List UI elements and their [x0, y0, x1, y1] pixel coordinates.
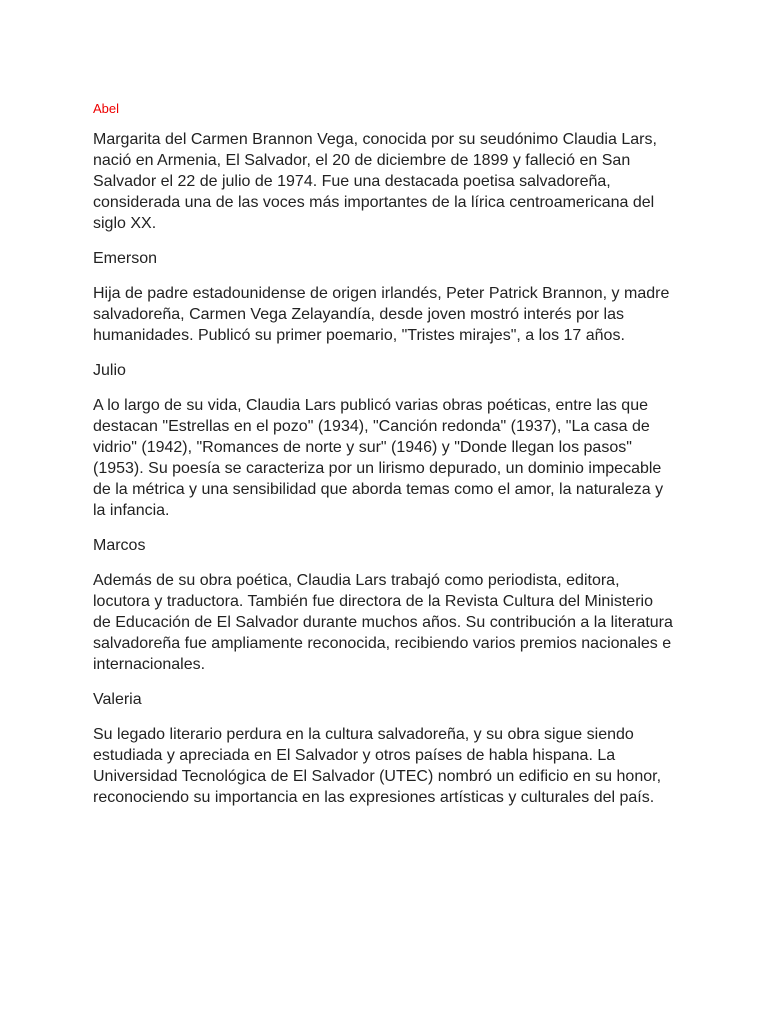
paragraph: Además de su obra poética, Claudia Lars trabajó como periodista, editora, locutora y traductora. También fue directora de la Revista Cultura del Ministerio de Educación de El Salvador durante muchos años. Su contribución a la literatura salvadoreña fue ampliamente reconocida, recibiendo varios premios nacionales e internacionales. — [93, 572, 673, 673]
speaker-name: Abel — [93, 101, 120, 116]
paragraph: Su legado literario perdura en la cultura salvadoreña, y su obra sigue siendo estudiada y apreciada en El Salvador y otros países de habla hispana. La Universidad Tecnológica de El Salvador (UTEC) nombró un edificio en su honor, reconociendo su importancia en las expresiones artísticas y culturales del país. — [93, 726, 662, 806]
paragraph: Hija de padre estadounidense de origen irlandés, Peter Patrick Brannon, y madre salvadoreña, Carmen Vega Zelayandía, desde joven mostró interés por las humanidades. Publicó su primer poemario, "Tristes mirajes", a los 17 años. — [93, 285, 670, 344]
speaker-name: Marcos — [93, 537, 146, 554]
paragraph: A lo largo de su vida, Claudia Lars publicó varias obras poéticas, entre las que destacan "Estrellas en el pozo" (1934), "Canción redonda" (1937), "La casa de vidrio" (1942), "Romances de norte y sur" (1946) y "Donde llegan los pasos" (1953). Su poesía se caracteriza por un lirismo depurado, un dominio impecable de la métrica y una sensibilidad que aborda temas como el amor, la naturaleza y la infancia. — [93, 397, 664, 519]
speaker-name: Julio — [93, 362, 126, 379]
paragraph: Margarita del Carmen Brannon Vega, conocida por su seudónimo Claudia Lars, nació en Armenia, El Salvador, el 20 de diciembre de 1899 y falleció en San Salvador el 22 de julio de 1974. Fue una destacada poetisa salvadoreña, considerada una de las voces más importantes de la lírica centroamericana del siglo XX. — [93, 131, 657, 232]
speaker-name: Valeria — [93, 691, 142, 708]
speaker-name: Emerson — [93, 250, 158, 267]
document-body — [93, 100, 673, 822]
